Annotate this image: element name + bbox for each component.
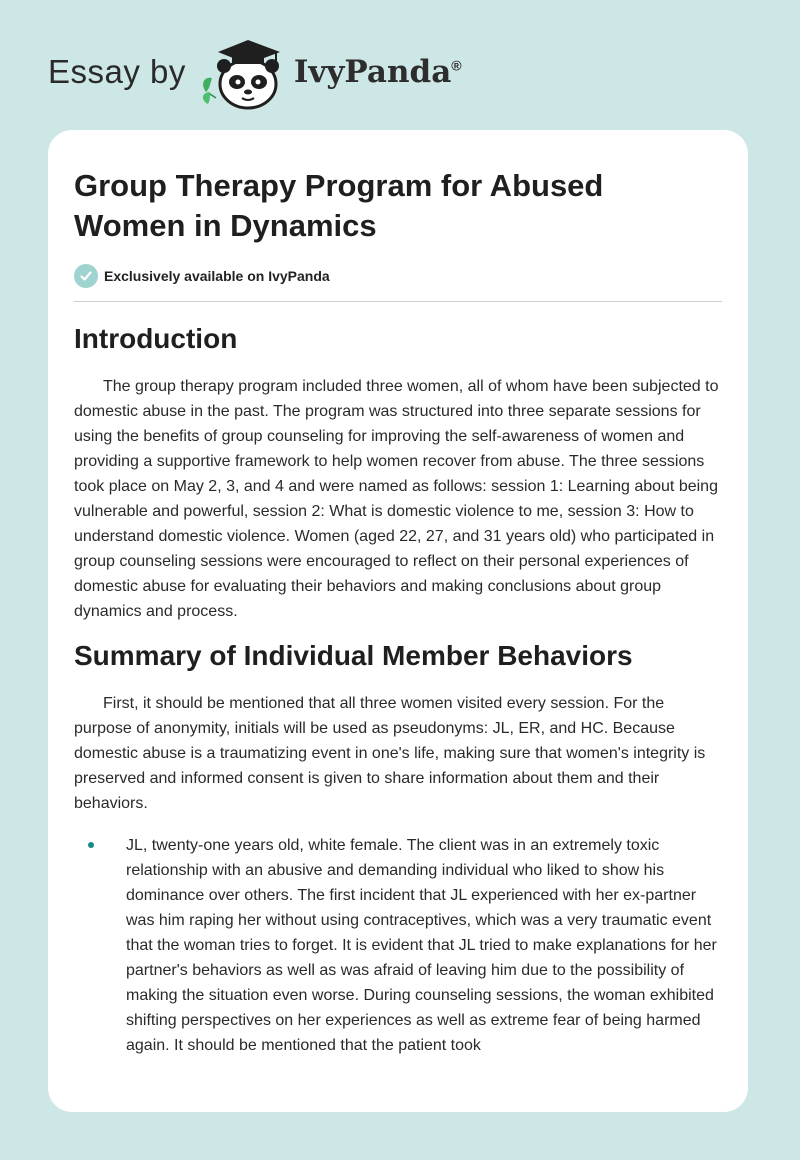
brand-name: IvyPanda® [293,54,462,90]
section-paragraph: First, it should be mentioned that all three women visited every session. For the purpose of anonymity, initials will be used as pseudonyms: JL, ER, and HC. Because domestic abuse is a traumatizing event in one's life, making sure that women's integrity is preserved and informed consent is given to share information about them and their behaviors. [74,695,706,812]
exclusive-badge-text: Exclusively available on IvyPanda [104,268,330,284]
list-item [74,833,722,1058]
section-heading: Introduction [74,323,238,354]
brand-header [48,34,462,110]
section-heading: Summary of Individual Member Behaviors [74,640,633,671]
bullet-dot-icon [88,842,94,848]
article-card [48,130,748,1112]
exclusive-badge [74,264,722,288]
member-list [74,833,722,1058]
registered-mark: ® [451,57,462,74]
section-paragraph: The group therapy program included three women, all of whom have been subjected to domestic abuse in the past. The program was structured into three separate sessions for using the benefits of group counseling for improving the self-awareness of women and providing a supportive framework to help women recover from abuse. The three sessions took place on May 2, 3, and 4 and were named as follows: session 1: Learning about being vulnerable and powerful, session 2: What is domestic violence to me, session 3: How to understand domestic violence. Women (aged 22, 27, and 31 years old) who participated in group counseling sessions were encouraged to reflect on their personal experiences of domestic abuse for evaluating their behaviors and making conclusions about group dynamics and process. [74,378,719,620]
section-member-behaviors [74,637,722,1058]
check-icon [74,264,98,288]
brand-prefix: Essay by [48,53,186,90]
section-introduction [74,320,722,624]
article-title: Group Therapy Program for Abused Women in Dynamics [74,168,604,243]
list-item-text: JL, twenty-one years old, white female. The client was in an extremely toxic relationship with an abusive and demanding individual who liked to show his dominance over others. The first incident that JL experienced with her ex-partner was him raping her without using contraceptives, which was a very traumatic event that the woman tries to forget. It is evident that JL tried to make explanations for her partner's behaviors as well as was afraid of leaving him due to the possibility of making the situation even worse. During counseling sessions, the woman exhibited shifting perspectives on her experiences as well as extreme fear of being harmed again. It should be mentioned that the patient took [126,837,717,1054]
divider [74,301,722,302]
panda-logo-icon [196,32,292,112]
